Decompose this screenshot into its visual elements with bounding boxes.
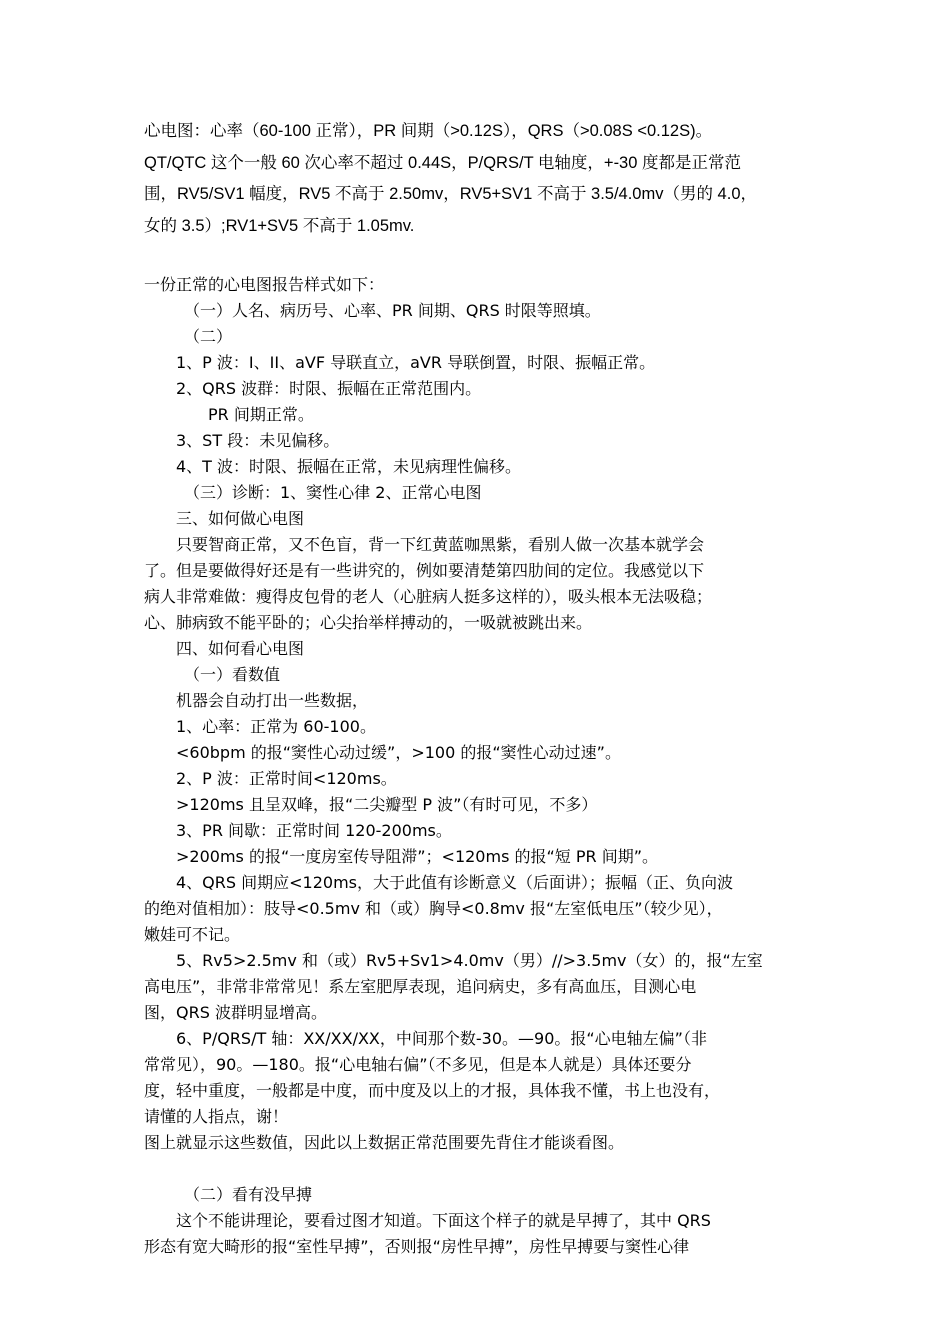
section-heading: 三、如何做心电图	[176, 509, 305, 528]
text-line: 3、PR 间歇：正常时间 120-200ms。	[176, 821, 452, 840]
text-line: 4、QRS 间期应<120ms，大于此值有诊断意义（后面讲）；振幅（正、负向波	[176, 873, 734, 892]
text-line: >120ms 且呈双峰，报“二尖瓣型 P 波”（有时可见，不多）	[176, 795, 598, 814]
text-line: 4、T 波：时限、振幅在正常，未见病理性偏移。	[176, 457, 522, 476]
text-line: 请懂的人指点，谢！	[144, 1107, 289, 1126]
text-line: 的绝对值相加）：肢导<0.5mv 和（或）胸导<0.8mv 报“左室低电压”（较少见），	[144, 899, 723, 918]
text-line: 这个不能讲理论，要看过图才知道。下面这个样子的就是早搏了，其中 QRS	[176, 1211, 711, 1230]
text-line: 2、QRS 波群：时限、振幅在正常范围内。	[176, 379, 482, 398]
ecg-report-body	[144, 272, 814, 1260]
text-line: 病人非常难做：瘦得皮包骨的老人（心脏病人挺多这样的），吸头根本无法吸稳；	[144, 587, 713, 606]
text-line: 3、ST 段：未见偏移。	[176, 431, 340, 450]
text-line: 2、P 波：正常时间<120ms。	[176, 769, 397, 788]
text-line: 嫩娃可不记。	[144, 925, 241, 944]
text-line: PR 间期正常。	[208, 405, 314, 424]
text-line: 1、P 波：I、II、aVF 导联直立，aVR 导联倒置，时限、振幅正常。	[176, 353, 656, 372]
text-line: <60bpm 的报“窦性心动过缓”，>100 的报“窦性心动过速”。	[176, 743, 621, 762]
text-line: 只要智商正常，又不色盲，背一下红黄蓝咖黑紫，看别人做一次基本就学会	[176, 535, 705, 554]
subsection-heading: （一）看数值	[184, 665, 281, 684]
section-heading: 一份正常的心电图报告样式如下：	[144, 275, 385, 294]
text-line: 围，RV5/SV1 幅度，RV5 不高于 2.50mv，RV5+SV1 不高于 3.5/4.0mv（男的 4.0，	[144, 185, 757, 203]
text-line: （三）诊断：1、窦性心律 2、正常心电图	[184, 483, 482, 502]
text-line: 1、心率：正常为 60-100。	[176, 717, 376, 736]
text-line: 女的 3.5）;RV1+SV5 不高于 1.05mv.	[144, 216, 415, 235]
ecg-normal-values-paragraph	[144, 116, 814, 242]
text-line: 6、P/QRS/T 轴：XX/XX/XX，中间那个数-30。—90。报“心电轴左偏”（非	[176, 1029, 707, 1048]
text-line: （二）	[184, 327, 233, 346]
blank-line	[144, 1156, 814, 1182]
text-line: 高电压”，非常非常常见！系左室肥厚表现，追问病史，多有高血压，目测心电	[144, 977, 697, 996]
text-line: 了。但是要做得好还是有一些讲究的，例如要清楚第四肋间的定位。我感觉以下	[144, 561, 705, 580]
text-line: （一）人名、病历号、心率、PR 间期、QRS 时限等照填。	[184, 301, 601, 320]
text-line: 常常见），90。—180。报“心电轴右偏”（不多见，但是本人就是）具体还要分	[144, 1055, 692, 1074]
text-line: 图上就显示这些数值，因此以上数据正常范围要先背住才能谈看图。	[144, 1133, 625, 1152]
section-heading: 四、如何看心电图	[176, 639, 305, 658]
text-line: 5、Rv5>2.5mv 和（或）Rv5+Sv1>4.0mv（男）//>3.5mv（女）的，报“左室	[176, 951, 763, 970]
text-line: >200ms 的报“一度房室传导阻滞”；<120ms 的报“短 PR 间期”。	[176, 847, 659, 866]
text-line: 心、肺病致不能平卧的；心尖抬举样搏动的，一吸就被跳出来。	[144, 613, 593, 632]
text-line: 图，QRS 波群明显增高。	[144, 1003, 327, 1022]
text-line: 形态有宽大畸形的报“室性早搏”，否则报“房性早搏”，房性早搏要与窦性心律	[144, 1237, 690, 1256]
subsection-heading: （二）看有没早搏	[184, 1185, 313, 1204]
text-line: 心电图：心率（60-100 正常），PR 间期（>0.12S），QRS（>0.08S <0.12S)。	[144, 122, 713, 140]
text-line: 度，轻中重度，一般都是中度，而中度及以上的才报，具体我不懂，书上也没有，	[144, 1081, 721, 1100]
text-line: QT/QTC 这个一般 60 次心率不超过 0.44S，P/QRS/T 电轴度，+-30 度都是正常范	[144, 153, 741, 172]
text-line: 机器会自动打出一些数据，	[176, 691, 369, 710]
